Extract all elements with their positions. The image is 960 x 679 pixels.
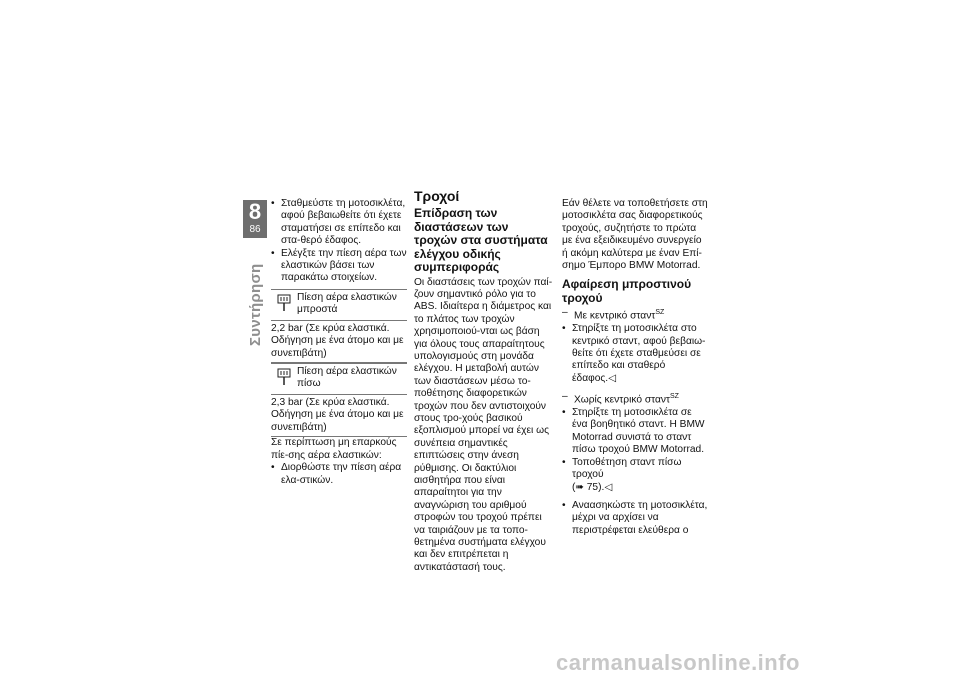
list-item: • Ελέγξτε την πίεση αέρα των ελαστικών βάσει των παρακάτω στοιχείων.	[271, 248, 407, 285]
watermark: carmanualsonline.info	[556, 650, 800, 675]
end-mark: ◁	[604, 481, 613, 493]
end-mark: ◁	[608, 372, 616, 384]
paragraph: Σε περίπτωση μη επαρκούς πίε-σης αέρα ελαστικών:	[271, 437, 397, 461]
list-item: • Τοποθέτηση σταντ πίσω τροχού (➠ 75).◁	[562, 457, 708, 494]
chapter-title: Συντήρηση	[247, 263, 264, 346]
list-item: • Αναασηκώστε τη μοτοσικλέτα, μέχρι να αρχίσει να περιστρέφεται ελεύθερα ο	[562, 500, 708, 537]
table-label-front: Πίεση αέρα ελαστικών μπροστά	[297, 291, 397, 316]
list-item: • Σταθμεύστε τη μοτοσικλέτα, αφού βεβαιωθείτε ότι έχετε σταματήσει σε επίπεδο και στα-θερό έδαφος.	[271, 198, 407, 248]
chapter-side-title	[247, 246, 267, 346]
table-label-rear: Πίεση αέρα ελαστικών πίσω	[297, 366, 397, 390]
table-value-rear: 2,3 bar (Σε κρύα ελαστικά. Οδήγηση με ένα άτομο και με συνεπιβάτη)	[271, 394, 407, 436]
section-heading: Τροχοί	[414, 188, 460, 204]
paragraph: Εάν θέλετε να τοποθετήσετε στη μοτοσικλέτα σας διαφορετικούς τροχούς, συζητήστε το πρώτα με ένα εξειδικευμένο συνεργείο ή ακόμη καλύτερα με έναν Επί-σημο Έμπορο BMW Motorrad.	[562, 198, 708, 272]
paragraph: Οι διαστάσεις των τροχών παί-ζουν σημαντικό ρόλο για το ABS. Ιδιαίτερα η διάμετρος και το πλάτος των τροχών χρησιμοποιού-νται ως βάση για όλους τους απαραίτητους υπολογισμούς στη μονάδα ελέγχου. Η μεταβολή αυτών των διαστάσεων μέσω το-ποθέτησης διαφορετικών τροχών που δεν αντιστοιχούν στους τρο-χούς βασικού εξοπλισμού μπορεί να έχει ως συνέπεια σημαντικές επιπτώσεις στην άνεση ρύθμισης. Οι δακτύλιοι αισθητήρα που είναι απαραίτητοι για την αναγνώριση του αριθμού στροφών του τροχού πρέπει να ταιριάζουν με τα τοπο-θετημένα συστήματα ελέγχου και δεν επιτρέπεται η αντικατάστασή τους.	[414, 276, 553, 573]
subsection-heading: Αφαίρεση μπροστινού τροχού	[562, 277, 692, 305]
list-item: • Διορθώστε την πίεση αέρα ελα-στικών.	[271, 462, 407, 487]
column-2	[414, 188, 554, 574]
chapter-number: 8	[248, 199, 262, 224]
tire-pressure-table-rear	[271, 363, 407, 437]
tire-pressure-gauge-icon	[277, 368, 291, 386]
page-reference-link[interactable]: (➠ 75).	[572, 481, 605, 493]
condition-item: – Με κεντρικό σταντ$^{SZ}$	[562, 307, 708, 323]
column-1	[271, 198, 407, 487]
table-row	[271, 290, 407, 320]
list-item: • Στηρίξτε τη μοτοσικλέτα στο κεντρικό σταντ, αφού βεβαιω-θείτε ότι έχετε σταθμεύσει σε επίπεδο και σταθερό έδαφος.◁	[562, 323, 708, 385]
tire-pressure-gauge-icon	[277, 294, 291, 312]
subsection-heading: Επίδραση των διαστάσεων των τροχών στα συστήματα ελέγχου οδικής συμπεριφοράς	[414, 206, 548, 274]
column-3	[562, 198, 708, 537]
table-value-front: 2,2 bar (Σε κρύα ελαστικά. Οδήγηση με ένα άτομο και με συνεπιβάτη)	[271, 320, 407, 362]
list-item: • Στηρίξτε τη μοτοσικλέτα σε ένα βοηθητικό σταντ. Η BMW Motorrad συνιστά το σταντ πίσω τροχού BMW Motorrad.	[562, 407, 708, 457]
tire-pressure-table	[271, 289, 407, 363]
condition-item: – Χωρίς κεντρικό σταντ$^{SZ}$	[562, 391, 708, 407]
table-row	[271, 363, 407, 394]
page-number: 86	[249, 224, 261, 235]
